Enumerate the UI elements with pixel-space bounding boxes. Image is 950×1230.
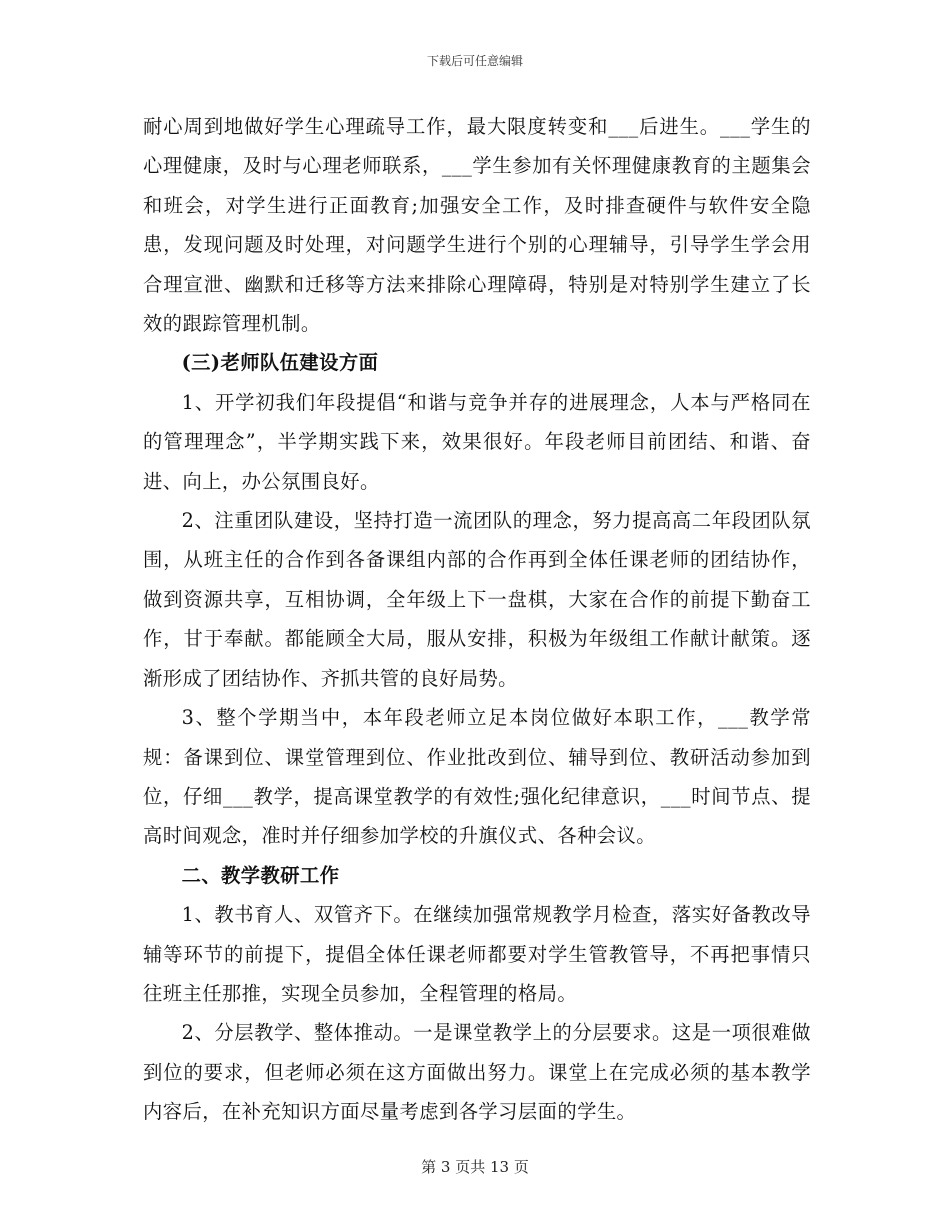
paragraph-teaching-1: 1、教书育人、双管齐下。在继续加强常规教学月检查，落实好备教改导辅等环节的前提下，提倡全体任课老师都要对学生管教管导，不再把事情只往班主任那推，实现全员参加，全程管理的格局。 bbox=[143, 903, 811, 1005]
paragraph-item-3: 3、整个学期当中，本年段老师立足本岗位做好本职工作，___教学常规：备课到位、课堂管理到位、作业批改到位、辅导到位、教研活动参加到位，仔细___教学，提高课堂教学的有效性;强化纪律意识，___时间节点、提高时间观念，准时并仔细参加学校的升旗仪式、各种会议。 bbox=[143, 706, 811, 848]
page-header: 下载后可任意编辑 bbox=[426, 54, 523, 68]
paragraph-item-2: 2、注重团队建设，坚持打造一流团队的理念，努力提高高二年段团队氛围，从班主任的合作到各备课组内部的合作再到全体任课老师的团结协作，做到资源共享，互相协调，全年级上下一盘棋，大家在合作的前提下勤奋工作，甘于奉献。都能顾全大局，服从安排，积极为年级组工作献计献策。逐渐形成了团结协作、齐抓共管的良好局势。 bbox=[143, 509, 811, 690]
document-body bbox=[143, 107, 811, 1132]
paragraph-continuation: 耐心周到地做好学生心理疏导工作，最大限度转变和___后进生。___学生的心理健康，及时与心理老师联系，___学生参加有关怀理健康教育的主题集会和班会，对学生进行正面教育;加强安全工作，及时排查硬件与软件安全隐患，发现问题及时处理，对问题学生进行个别的心理辅导，引导学生学会用合理宣泄、幽默和迁移等方法来排除心理障碍，特别是对特别学生建立了长效的跟踪管理机制。 bbox=[143, 115, 811, 336]
paragraph-teaching-2: 2、分层教学、整体推动。一是课堂教学上的分层要求。这是一项很难做到位的要求，但老师必须在这方面做出努力。课堂上在完成必须的基本教学内容后，在补充知识方面尽量考虑到各学习层面的学生。 bbox=[143, 1021, 811, 1124]
page-number-footer: 第 3 页共 13 页 bbox=[421, 1158, 529, 1176]
paragraph-item-1: 1、开学初我们年段提倡“和谐与竞争并存的进展理念，人本与严格同在的管理理念”，半学期实践下来，效果很好。年段老师目前团结、和谐、奋进、向上，办公氛围良好。 bbox=[143, 390, 811, 493]
section-heading-teaching-research: 二、教学教研工作 bbox=[181, 863, 340, 887]
section-heading-teacher-team: (三)老师队伍建设方面 bbox=[181, 351, 379, 375]
